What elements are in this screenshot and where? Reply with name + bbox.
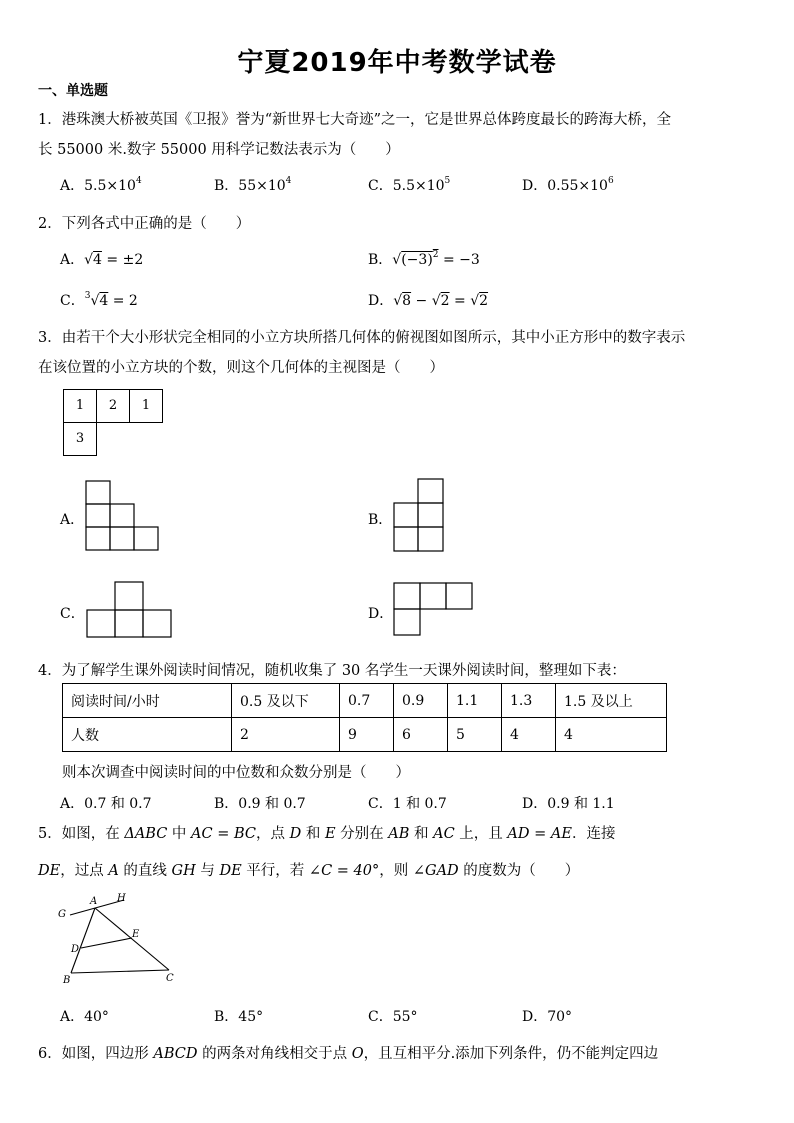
q2-option-c[interactable]: [60, 290, 138, 310]
option-label: A．: [60, 252, 85, 268]
q1-stem-line1: 1．港珠澳大桥被英国《卫报》誉为“新世界七大奇迹”之一，它是世界总体跨度最长的跨海大桥，全: [38, 112, 672, 128]
q1-stem-line2: 长 55000 米.数字 55000 用科学记数法表示为（ ）: [38, 142, 400, 158]
section-heading: 一、单选题: [38, 83, 108, 99]
q5-option-b[interactable]: B．45°: [214, 1009, 264, 1025]
sqrt-sign: √: [470, 293, 480, 309]
table-cell: 4: [556, 718, 667, 752]
q1-option-c[interactable]: [368, 175, 450, 195]
table-header-cell: 0.7: [340, 684, 394, 718]
text: 分别在: [335, 826, 389, 842]
grid-cell: [63, 422, 97, 456]
math: O: [351, 1046, 364, 1062]
table-cell: 6: [394, 718, 448, 752]
q3-option-d-label[interactable]: D．: [368, 606, 394, 622]
table-header-cell: 阅读时间/小时: [63, 684, 232, 718]
side-ab: [71, 908, 95, 973]
q3-option-d-figure[interactable]: [392, 581, 474, 637]
q1-option-d[interactable]: [522, 175, 614, 195]
q4-option-d[interactable]: D．0.9 和 1.1: [522, 796, 615, 812]
radicand: 8: [402, 293, 412, 309]
option-value: 0.55×10: [547, 178, 608, 194]
table-cell: 4: [502, 718, 556, 752]
q4-reading-table: [62, 683, 667, 752]
text: 和: [409, 826, 434, 842]
q4-option-c[interactable]: C．1 和 0.7: [368, 796, 447, 812]
math: D: [289, 826, 302, 842]
segment-de: [81, 938, 132, 948]
grid-cell: [129, 389, 163, 423]
option-label: C．: [368, 178, 393, 194]
grid-cell: [63, 389, 97, 423]
option-value: 5.5×10: [84, 178, 136, 194]
table-row: [63, 718, 667, 752]
option-label: D．: [368, 293, 394, 309]
minus: −: [411, 293, 432, 309]
table-header-cell: 0.9: [394, 684, 448, 718]
text: 平行，若: [241, 863, 309, 879]
table-row: [63, 684, 667, 718]
label-c: C: [166, 973, 174, 984]
text: ，则: [379, 863, 413, 879]
math: AB: [388, 826, 410, 842]
equals: =: [449, 293, 471, 309]
exponent: 5: [444, 176, 451, 186]
q5-option-a[interactable]: A．40°: [60, 1009, 109, 1025]
math: AC = BC: [191, 826, 256, 842]
text: 的两条对角线相交于点: [197, 1046, 352, 1062]
root-index: 3: [84, 291, 91, 301]
sqrt-sign: √: [90, 293, 100, 309]
q3-option-b-figure[interactable]: [392, 477, 446, 554]
table-cell: 5: [448, 718, 502, 752]
text: ，点: [255, 826, 290, 842]
q6-stem-line1: [38, 1042, 658, 1063]
cell-number: 2: [108, 398, 118, 413]
radicand: 4: [99, 293, 109, 309]
text: 中: [167, 826, 192, 842]
q3-option-b-label[interactable]: B．: [368, 512, 393, 528]
radicand: 4: [93, 252, 102, 268]
text: ．连接: [571, 826, 616, 842]
option-label: A．: [60, 178, 85, 194]
q1-option-b[interactable]: [214, 175, 291, 195]
side-bc: [71, 970, 169, 973]
text: 的直线: [118, 863, 172, 879]
math: ABCD: [153, 1046, 198, 1062]
q5-stem-line1: [38, 822, 615, 843]
exponent: 4: [285, 176, 292, 186]
cell-number: 3: [75, 431, 85, 446]
radicand: (−3): [401, 252, 433, 268]
q3-option-a-label[interactable]: A．: [60, 512, 85, 528]
option-value: 5.5×10: [392, 178, 445, 194]
label-b: B: [63, 975, 71, 986]
text: 6．如图，四边形: [38, 1046, 154, 1062]
q3-stem-line1: 3．由若干个大小形状完全相同的小立方块所搭几何体的俯视图如图所示，其中小正方形中的数字表示: [38, 330, 686, 346]
option-label: C．: [60, 293, 85, 309]
radicand: 2: [479, 293, 489, 309]
q5-option-c[interactable]: C．55°: [368, 1009, 418, 1025]
math: E: [324, 826, 336, 842]
text: ，过点: [60, 863, 109, 879]
label-d: D: [71, 944, 80, 955]
option-rest: = 2: [108, 293, 138, 309]
option-rest: = −3: [438, 252, 480, 268]
table-header-cell: 1.5 及以上: [556, 684, 667, 718]
label-g: G: [58, 909, 66, 920]
math: ∠GAD: [412, 863, 459, 879]
math: ΔABC: [124, 826, 168, 842]
sqrt-sign: √: [431, 293, 441, 309]
q2-option-d[interactable]: [368, 290, 488, 310]
table-cell: 2: [232, 718, 340, 752]
option-label: B．: [368, 252, 393, 268]
sqrt-sign: √: [392, 252, 402, 268]
table-header-cell: 0.5 及以下: [232, 684, 340, 718]
label-h: H: [117, 893, 126, 904]
q5-stem-line2: [38, 859, 579, 880]
option-rest: = ±2: [101, 252, 144, 268]
cell-number: 1: [75, 398, 85, 413]
exam-title: 宁夏2019年中考数学试卷: [237, 48, 557, 78]
q4-stem: 4．为了解学生课外阅读时间情况，随机收集了 30 名学生一天课外阅读时间，整理如下表：: [38, 663, 626, 679]
text: 和: [301, 826, 325, 842]
q4-option-a[interactable]: A．0.7 和 0.7: [60, 796, 152, 812]
option-label: D．: [522, 178, 548, 194]
q3-option-a-figure[interactable]: [84, 479, 160, 553]
exponent: 4: [135, 176, 142, 186]
q4-question: 则本次调查中阅读时间的中位数和众数分别是（ ）: [62, 765, 410, 781]
math: A: [108, 863, 119, 879]
table-header-cell: 1.1: [448, 684, 502, 718]
label-a: A: [90, 896, 98, 907]
sqrt-sign: √: [84, 252, 94, 268]
label-e: E: [132, 929, 140, 940]
exponent: 6: [607, 176, 614, 186]
table-cell: 人数: [63, 718, 232, 752]
math: DE: [38, 863, 61, 879]
grid-cell: [96, 389, 130, 423]
cell-number: 1: [141, 398, 151, 413]
option-value: 55×10: [238, 178, 286, 194]
q4-option-b[interactable]: B．0.9 和 0.7: [214, 796, 306, 812]
math: ∠C = 40°: [308, 863, 380, 879]
radicand: 2: [440, 293, 450, 309]
q3-option-c-label[interactable]: C．: [60, 606, 85, 622]
text: 上，且: [454, 826, 508, 842]
exponent: 2: [432, 250, 439, 260]
text: 的度数为（ ）: [458, 863, 580, 879]
option-label: B．: [214, 178, 239, 194]
text: ，且互相平分.添加下列条件，仍不能判定四边: [363, 1046, 659, 1062]
q2-stem: 2．下列各式中正确的是（ ）: [38, 216, 251, 232]
sqrt-sign: √: [393, 293, 403, 309]
q1-option-a[interactable]: [60, 175, 142, 195]
math: AD = AE: [507, 826, 572, 842]
q3-stem-line2: 在该位置的小立方块的个数，则这个几何体的主视图是（ ）: [38, 360, 444, 376]
q2-option-b[interactable]: [368, 249, 480, 269]
text: 5．如图，在: [38, 826, 125, 842]
q2-option-a[interactable]: [60, 249, 143, 269]
q5-triangle-figure: [54, 890, 184, 988]
math: DE: [219, 863, 242, 879]
q3-option-c-figure[interactable]: [85, 580, 173, 640]
table-header-cell: 1.3: [502, 684, 556, 718]
text: 与: [195, 863, 220, 879]
q5-option-d[interactable]: D．70°: [522, 1009, 573, 1025]
math: GH: [171, 863, 196, 879]
table-cell: 9: [340, 718, 394, 752]
math: AC: [433, 826, 455, 842]
